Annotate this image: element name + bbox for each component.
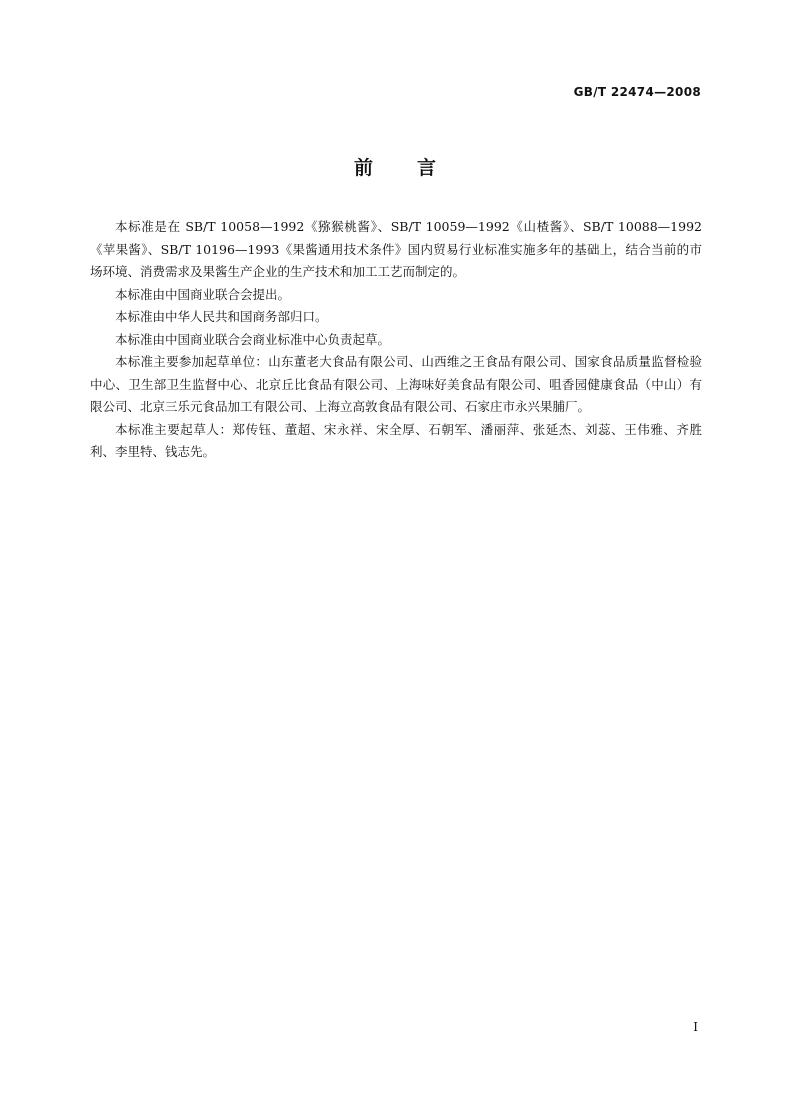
title-char-1: 前	[353, 157, 375, 179]
title-char-2: 言	[417, 157, 439, 179]
paragraph-jurisdiction: 本标准由中华人民共和国商务部归口。	[115, 309, 328, 324]
standard-code: GB/T 22474—2008	[573, 85, 701, 99]
paragraph-drafter: 本标准由中国商业联合会商业标准中心负责起草。	[115, 331, 391, 347]
page-title	[0, 153, 792, 180]
paragraph-proposer: 本标准由中国商业联合会提出。	[115, 286, 291, 302]
page-number: I	[693, 1020, 698, 1034]
foreword-body	[90, 216, 702, 464]
paragraph-participating-units: 本标准主要参加起草单位：山东董老大食品有限公司、山西维之王食品有限公司、国家食品质量监督检验中心、卫生部卫生监督中心、北京丘比食品有限公司、上海味好美食品有限公司、咀香园健康食品（中山）有限公司、北京三乐元食品加工有限公司、上海立高敦食品有限公司、石家庄市永兴果脯厂。	[90, 354, 702, 414]
paragraph-basis: 本标准是在 SB/T 10058—1992《猕猴桃酱》、SB/T 10059—1992《山楂酱》、SB/T 10088—1992《苹果酱》、SB/T 10196—1993《果酱通用技术条件》国内贸易行业标准实施多年的基础上，结合当前的市场环境、消费需求及果酱生产企业的生产技术和加工工艺而制定的。	[90, 219, 702, 279]
paragraph-main-drafters: 本标准主要起草人：郑传钰、董超、宋永祥、宋全厚、石朝军、潘丽萍、张延杰、刘蕊、王伟雅、齐胜利、李里特、钱志先。	[90, 421, 702, 459]
